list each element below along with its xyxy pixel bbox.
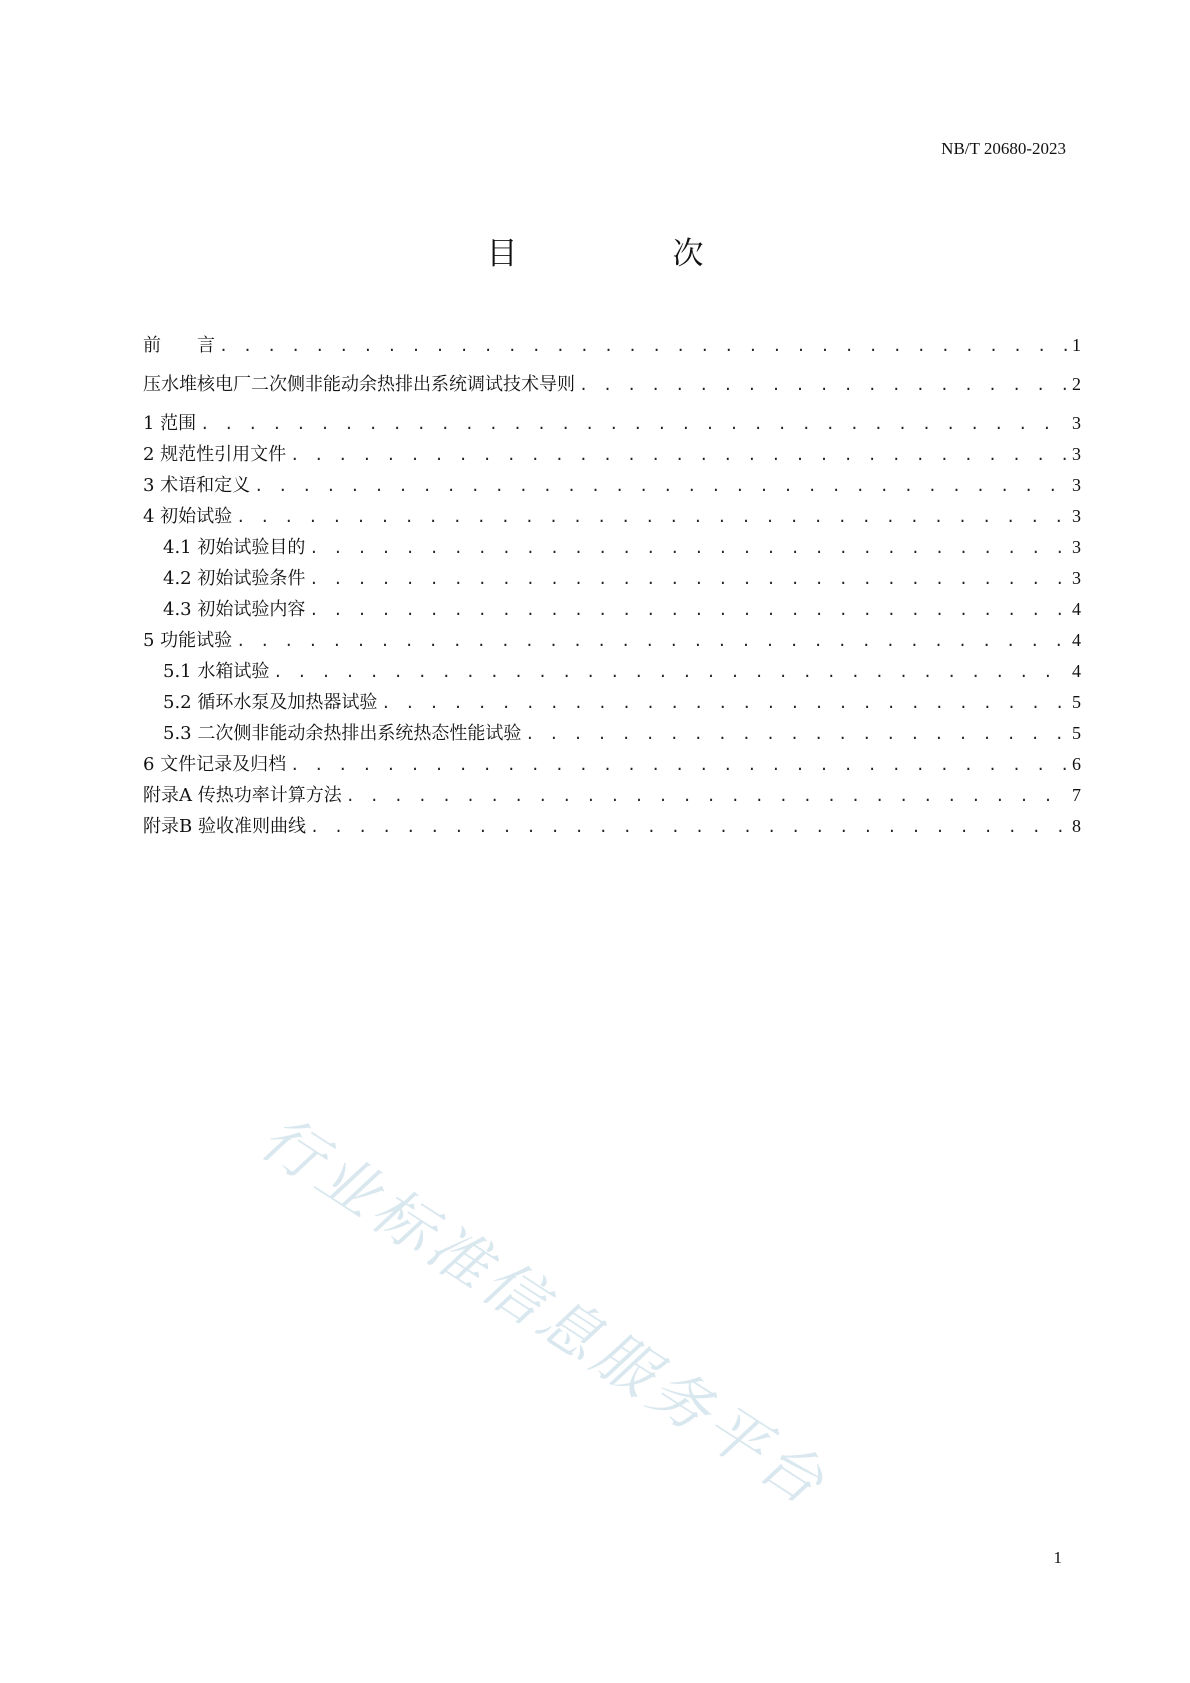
toc-leader [273, 657, 1068, 688]
toc-leader [236, 502, 1068, 533]
toc-leader [309, 533, 1068, 564]
toc-entry-page: 3 [1072, 413, 1081, 433]
toc-entry-label: 前 言 [143, 335, 215, 356]
toc-entry-label: 5.2 循环水泵及加热器试验 [163, 692, 378, 713]
toc-entry-label: 附录B 验收准则曲线 [143, 816, 306, 837]
toc-leader [290, 440, 1068, 471]
toc-entry-5-3[interactable] [143, 718, 1081, 749]
page-number: 1 [1053, 1548, 1062, 1567]
toc-entry-5-2[interactable] [143, 687, 1081, 718]
watermark: 行业标准信息服务平台 [248, 1102, 840, 1522]
toc-entry-5-1[interactable] [143, 656, 1081, 687]
toc-leader [309, 595, 1068, 626]
toc-entry-page: 3 [1072, 537, 1081, 557]
toc-entry-label: 3 术语和定义 [143, 475, 251, 496]
toc-entry-page: 8 [1072, 816, 1081, 836]
toc-entry-label: 2 规范性引用文件 [143, 444, 287, 465]
toc-leader [254, 471, 1068, 502]
toc-entry-appendix-b[interactable] [143, 811, 1081, 842]
toc-entry-label: 5.1 水箱试验 [163, 661, 270, 682]
toc-entry-page: 6 [1072, 754, 1081, 774]
toc-entry-scope[interactable] [143, 408, 1081, 439]
toc-entry-main-title[interactable] [143, 369, 1081, 400]
toc-entry-initial-tests[interactable] [143, 501, 1081, 532]
toc-leader [200, 409, 1068, 440]
toc-leader [290, 750, 1068, 781]
toc-entry-label: 压水堆核电厂二次侧非能动余热排出系统调试技术导则 [143, 374, 575, 395]
toc-entry-page: 2 [1072, 374, 1081, 394]
toc-entry-page: 1 [1072, 335, 1081, 355]
toc-entry-page: 4 [1072, 599, 1081, 619]
toc-leader [310, 812, 1068, 843]
toc-entry-page: 3 [1072, 506, 1081, 526]
toc-entry-page: 4 [1072, 630, 1081, 650]
toc-leader [381, 688, 1068, 719]
toc-entry-label: 4 初始试验 [143, 506, 233, 527]
toc-entry-page: 3 [1072, 475, 1081, 495]
toc-entry-terms[interactable] [143, 470, 1081, 501]
toc-entry-label: 4.3 初始试验内容 [163, 599, 306, 620]
toc-entry-normative-references[interactable] [143, 439, 1081, 470]
toc-entry-label: 5.3 二次侧非能动余热排出系统热态性能试验 [163, 723, 522, 744]
toc-entry-label: 5 功能试验 [143, 630, 233, 651]
toc-entry-label: 6 文件记录及归档 [143, 754, 287, 775]
toc-leader [309, 564, 1068, 595]
toc-entry-label: 附录A 传热功率计算方法 [143, 785, 342, 806]
toc-entry-4-2[interactable] [143, 563, 1081, 594]
toc-entry-appendix-a[interactable] [143, 780, 1081, 811]
toc-entry-page: 4 [1072, 661, 1081, 681]
toc-entry-4-1[interactable] [143, 532, 1081, 563]
toc-entry-page: 3 [1072, 444, 1081, 464]
document-code: NB/T 20680-2023 [941, 139, 1066, 158]
toc-entry-label: 4.1 初始试验目的 [163, 537, 306, 558]
toc-entry-page: 5 [1072, 692, 1081, 712]
toc-entry-label: 1 范围 [143, 413, 197, 434]
table-of-contents [143, 330, 1081, 842]
toc-entry-foreword[interactable] [143, 330, 1081, 361]
toc-leader [525, 719, 1068, 750]
toc-leader [236, 626, 1068, 657]
page-title: 目 次 [486, 236, 766, 272]
toc-leader [346, 781, 1068, 812]
toc-entry-functional-tests[interactable] [143, 625, 1081, 656]
toc-entry-page: 5 [1072, 723, 1081, 743]
toc-entry-label: 4.2 初始试验条件 [163, 568, 306, 589]
toc-entry-4-3[interactable] [143, 594, 1081, 625]
toc-entry-page: 3 [1072, 568, 1081, 588]
toc-leader [579, 370, 1068, 401]
toc-entry-records[interactable] [143, 749, 1081, 780]
toc-entry-page: 7 [1072, 785, 1081, 805]
toc-leader [219, 331, 1068, 362]
